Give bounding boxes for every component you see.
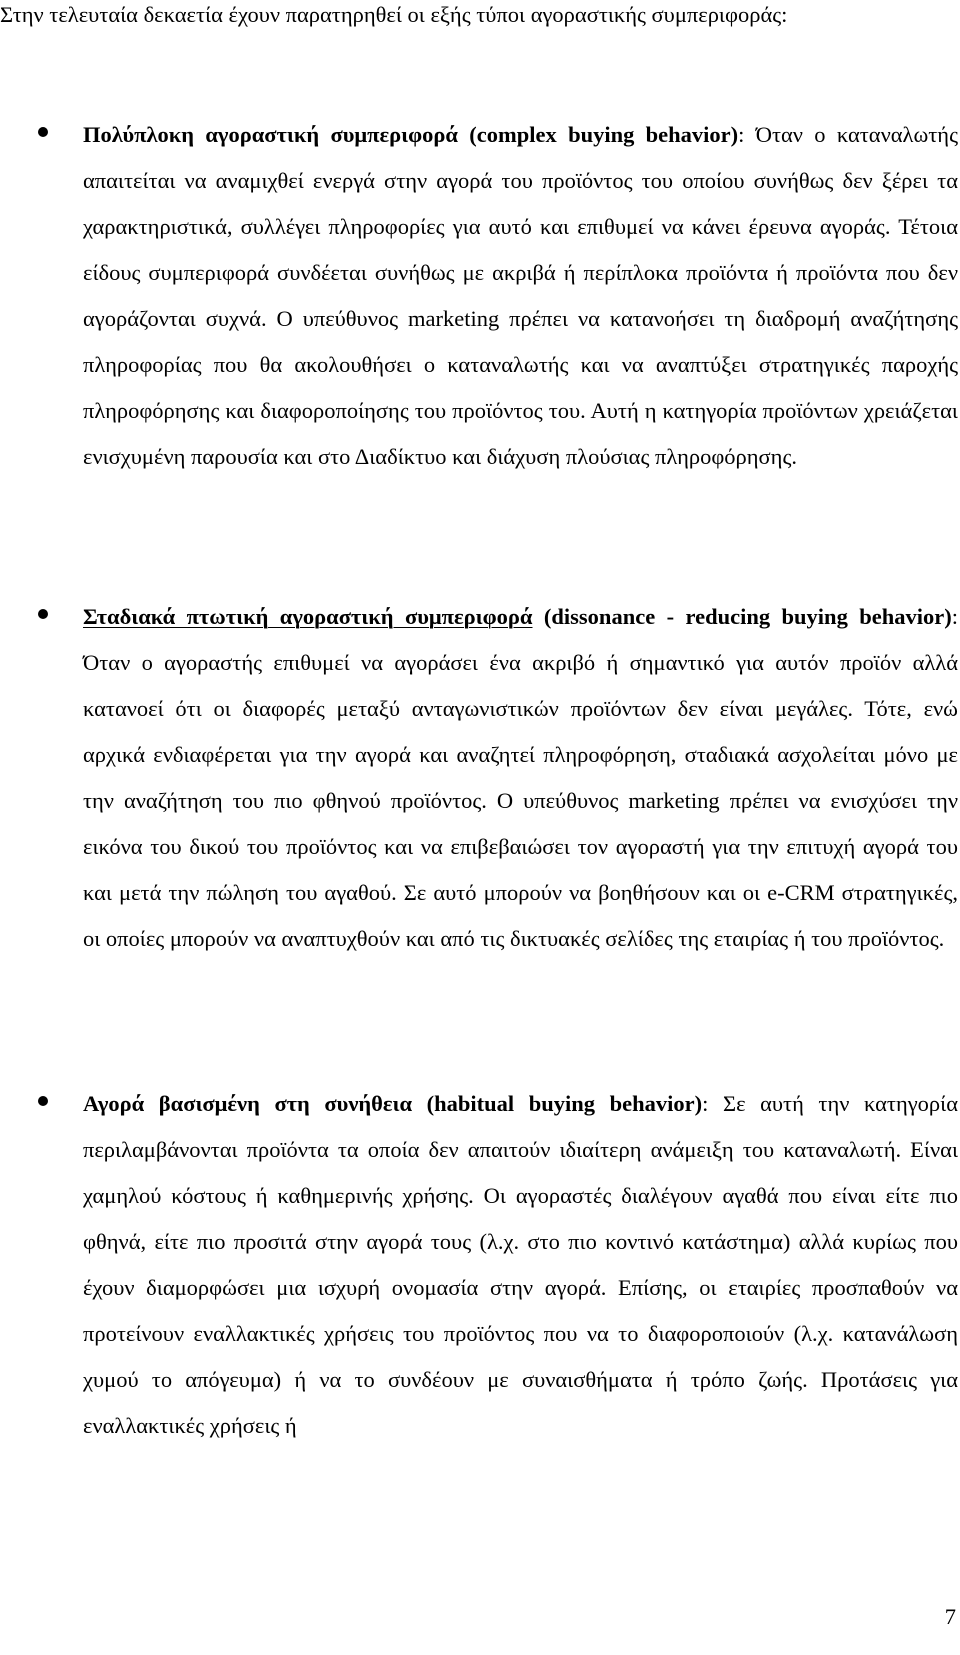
bullet-icon (38, 609, 48, 619)
description-complex-buying: : Όταν ο καταναλωτής απαιτείται να αναμιχθεί ενεργά στην αγορά του προϊόντος του οποίου συνήθως δεν ξέρει τα χαρακτηριστικά, συλλέγει πληροφορίες για αυτό και επιθυμεί να κάνει έρευνα αγοράς. Τέτοια είδους συμπεριφορά συνδέεται συνήθως με ακριβά ή περίπλοκα προϊόντα ή προϊόντα που δεν αγοράζονται συχνά. Ο υπεύθυνος marketing πρέπει να κατανοήσει τη διαδρομή αναζήτησης πληροφορίας που θα ακολουθήσει ο καταναλωτής και να αναπτύξει στρατηγικές παροχής πληροφόρησης και διαφοροποίησης του προϊόντος του. Αυτή η κατηγορία προϊόντων χρειάζεται ενισχυμένη παρουσία και στο Διαδίκτυο και διάχυση πλούσιας πληροφόρησης. (83, 122, 958, 469)
intro-paragraph: Στην τελευταία δεκαετία έχουν παρατηρηθεί οι εξής τύποι αγοραστικής συμπεριφοράς: (0, 2, 788, 27)
term-dissonance-reducing: Σταδιακά πτωτική αγοραστική συμπεριφορά (83, 604, 533, 629)
term-habitual-buying: Αγορά βασισμένη στη συνήθεια (habitual buying behavior) (83, 1091, 703, 1116)
page-number: 7 (944, 1604, 956, 1629)
term-complex-buying: Πολύπλοκη αγοραστική συμπεριφορά (complex buying behavior) (83, 122, 739, 147)
term-dissonance-reducing-english: (dissonance - reducing buying behavior) (532, 604, 952, 629)
list-item-text (83, 594, 958, 962)
description-dissonance-reducing: : Όταν ο αγοραστής επιθυμεί να αγοράσει ένα ακριβό ή σημαντικό για αυτόν προϊόν αλλά κατανοεί ότι οι διαφορές μεταξύ ανταγωνιστικών προϊόντων δεν είναι μεγάλες. Τότε, ενώ αρχικά ενδιαφέρεται για την αγορά και αναζητεί πληροφόρηση, σταδιακά ασχολείται μόνο με την αναζήτηση του πιο φθηνού προϊόντος. Ο υπεύθυνος marketing πρέπει να ενισχύσει την εικόνα του δικού του προϊόντος και να επιβεβαιώσει τον αγοραστή για την επιτυχή αγορά του και μετά την πώληση του αγαθού. Σε αυτό μπορούν να βοηθήσουν και οι e-CRM στρατηγικές, οι οποίες μπορούν να αναπτυχθούν και από τις δικτυακές σελίδες της εταιρίας ή του προϊόντος. (83, 604, 958, 951)
list-item-text (83, 112, 958, 480)
bullet-icon (38, 127, 48, 137)
bullet-icon (38, 1096, 48, 1106)
list-item-text (83, 1081, 958, 1449)
description-habitual-buying: : Σε αυτή την κατηγορία περιλαμβάνονται προϊόντα τα οποία δεν απαιτούν ιδιαίτερη ανάμειξη του καταναλωτή. Είναι χαμηλού κόστους ή καθημερινής χρήσης. Οι αγοραστές διαλέγουν αγαθά που είναι είτε πιο φθηνά, είτε πιο προσιτά στην αγορά τους (λ.χ. στο πιο κοντινό κατάστημα) αλλά κυρίως που έχουν διαμορφώσει μια ισχυρή ονομασία στην αγορά. Επίσης, οι εταιρίες προσπαθούν να προτείνουν εναλλακτικές χρήσεις του προϊόντος που να το διαφοροποιούν (λ.χ. κατανάλωση χυμού το απόγευμα) ή να το συνδέουν με συναισθήματα ή τρόπο ζωής. Προτάσεις για εναλλακτικές χρήσεις ή (83, 1091, 959, 1438)
